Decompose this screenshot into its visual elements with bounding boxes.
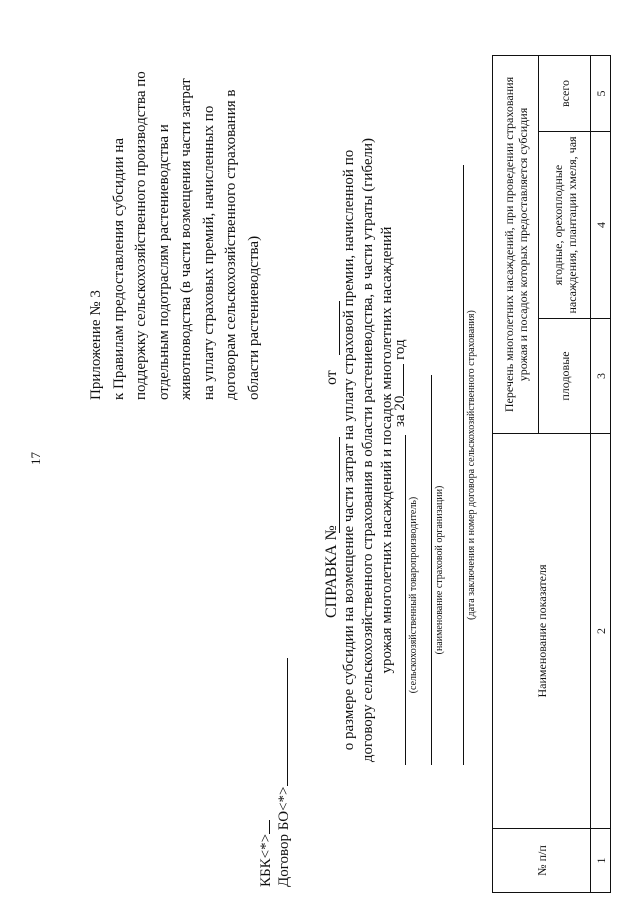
kbk-blank — [255, 820, 270, 834]
doc-subtitle: о размере субсидии на возмещение части затрат на уплату страховой премии, начисленной по договору сельскохозяйственного страхования в области растениеводства, в части утраты (гибели) урожая многолетних насаждений и посадок многолетних насаждений — [341, 137, 395, 763]
spravka-title: СПРАВКА № — [323, 525, 340, 618]
producer-field-line — [405, 435, 406, 765]
table-col-number: 5 — [591, 56, 611, 132]
year-suffix: год — [392, 339, 408, 360]
page-number: 17 — [28, 452, 43, 465]
table-col-number: 3 — [591, 319, 611, 434]
header-berry: ягодные, орехоплодные насаждения, плантации хмеля, чая — [539, 132, 591, 319]
appendix-title: Приложение № 3 — [88, 290, 104, 400]
header-total: всего — [539, 56, 591, 132]
date-label: от — [323, 370, 340, 385]
header-num: № п/п — [493, 829, 591, 893]
appendix-block — [85, 70, 265, 400]
header-indicator: Наименование показателя — [493, 434, 591, 829]
appendix-text: к Правилам предоставления субсидии на поддержку сельскохозяйственного производства по отдельным подотраслям растениеводства и животноводства (в части возмещения части затрат на уплату страховых премий, начисленных по договорам сельскохозяйственного страхования в области растениеводства) — [110, 71, 262, 400]
kbk-label: КБК<*> — [258, 833, 274, 887]
insurer-field-line — [431, 375, 432, 765]
header-list: Перечень многолетних насаждений, при проведении страхования урожая и посадок которых предоставляется субсидия — [493, 56, 539, 434]
table-col-number: 4 — [591, 132, 611, 319]
table-col-number: 2 — [591, 434, 611, 829]
dogovor-line — [273, 658, 293, 887]
producer-caption: (сельскохозяйственный товаропроизводитель) — [408, 496, 419, 694]
year-line — [390, 339, 409, 427]
table-col-number: 1 — [591, 829, 611, 893]
contract-field-line — [463, 165, 464, 765]
insurer-caption: (наименование страховой организации) — [434, 485, 445, 655]
year-prefix: за 20 — [392, 395, 408, 427]
dogovor-blank — [273, 658, 288, 786]
year-blank — [390, 364, 404, 396]
contract-caption: (дата заключения и номер договора сельскохозяйственного страхования) — [466, 310, 477, 620]
header-fruit: плодовые — [539, 319, 591, 434]
kbk-line — [255, 820, 275, 887]
dogovor-label: Договор БО<*> — [276, 786, 292, 887]
indicator-table — [492, 55, 611, 893]
